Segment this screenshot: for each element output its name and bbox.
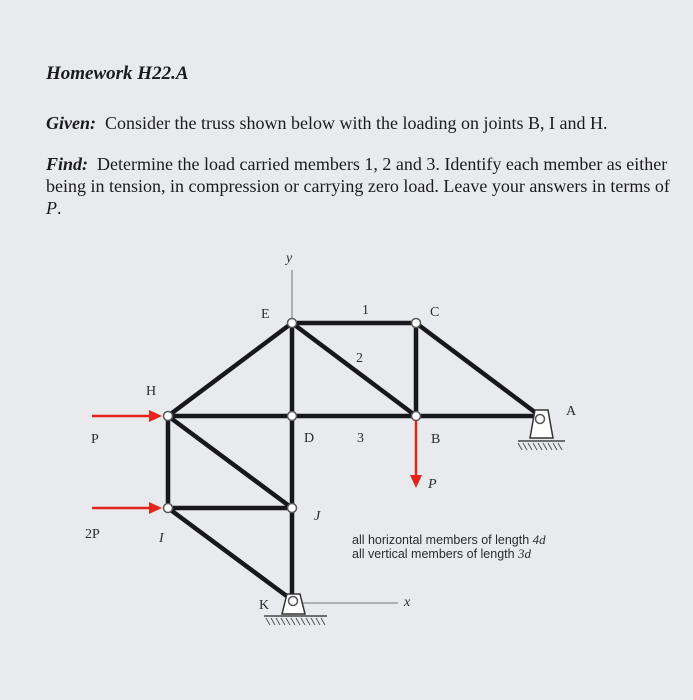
joint-c <box>412 319 421 328</box>
joint-d <box>288 412 297 421</box>
joint-j <box>288 504 297 513</box>
joint-k <box>289 597 298 606</box>
ground-hatch-a <box>518 443 562 450</box>
joint-label-e: E <box>261 307 270 322</box>
joint-a <box>536 415 545 424</box>
joint-b <box>412 412 421 421</box>
note-vertical-text: all vertical members of length <box>352 547 519 561</box>
load-label-i: 2P <box>85 527 100 542</box>
ground-hatch-k <box>266 618 325 625</box>
member-label-1: 1 <box>362 303 369 318</box>
load-arrows <box>92 410 422 514</box>
given-text: Consider the truss shown below with the loading on joints B, I and H. <box>104 113 608 133</box>
joint-label-b: B <box>431 432 441 447</box>
load-arrow-b-head <box>410 475 422 488</box>
homework-title: Homework H22.A <box>46 63 189 84</box>
given-label: Given: <box>46 113 96 133</box>
joint-i <box>164 504 173 513</box>
note-vertical <box>352 546 531 562</box>
find-end: . <box>57 198 62 218</box>
load-label-h: P <box>91 432 99 447</box>
note-vertical-len: 3d <box>518 546 532 561</box>
axis-label-y: y <box>286 251 293 266</box>
find-label: Find: <box>46 154 89 174</box>
member-IK <box>168 508 292 600</box>
member-EH <box>168 323 292 416</box>
joint-label-i: I <box>159 531 164 546</box>
note-horizontal-len: 4d <box>532 532 546 547</box>
member-2 <box>292 323 416 416</box>
joint-label-k: K <box>259 598 270 613</box>
load-label-b: P <box>428 477 437 492</box>
axis-label-x: x <box>404 595 411 610</box>
joint-label-d: D <box>304 431 315 446</box>
joint-e <box>288 319 297 328</box>
joint-h <box>164 412 173 421</box>
joint-label-j: J <box>314 509 321 524</box>
truss-joints <box>164 319 545 606</box>
load-arrow-h-head <box>149 410 162 422</box>
joint-label-a: A <box>566 404 577 419</box>
find-var: P <box>46 198 57 218</box>
member-label-2: 2 <box>356 351 363 366</box>
joint-label-c: C <box>430 305 440 320</box>
note-horizontal-text: all horizontal members of length <box>352 533 533 547</box>
member-label-3: 3 <box>357 431 364 446</box>
member-HJ <box>168 416 292 508</box>
find-text: Determine the load carried members 1, 2 and 3. Identify each member as either being in tension, in compression or carrying zero load. Leave your answers in terms of <box>46 154 670 196</box>
joint-label-h: H <box>146 384 157 399</box>
member-CA <box>416 323 540 416</box>
load-arrow-i-head <box>149 502 162 514</box>
